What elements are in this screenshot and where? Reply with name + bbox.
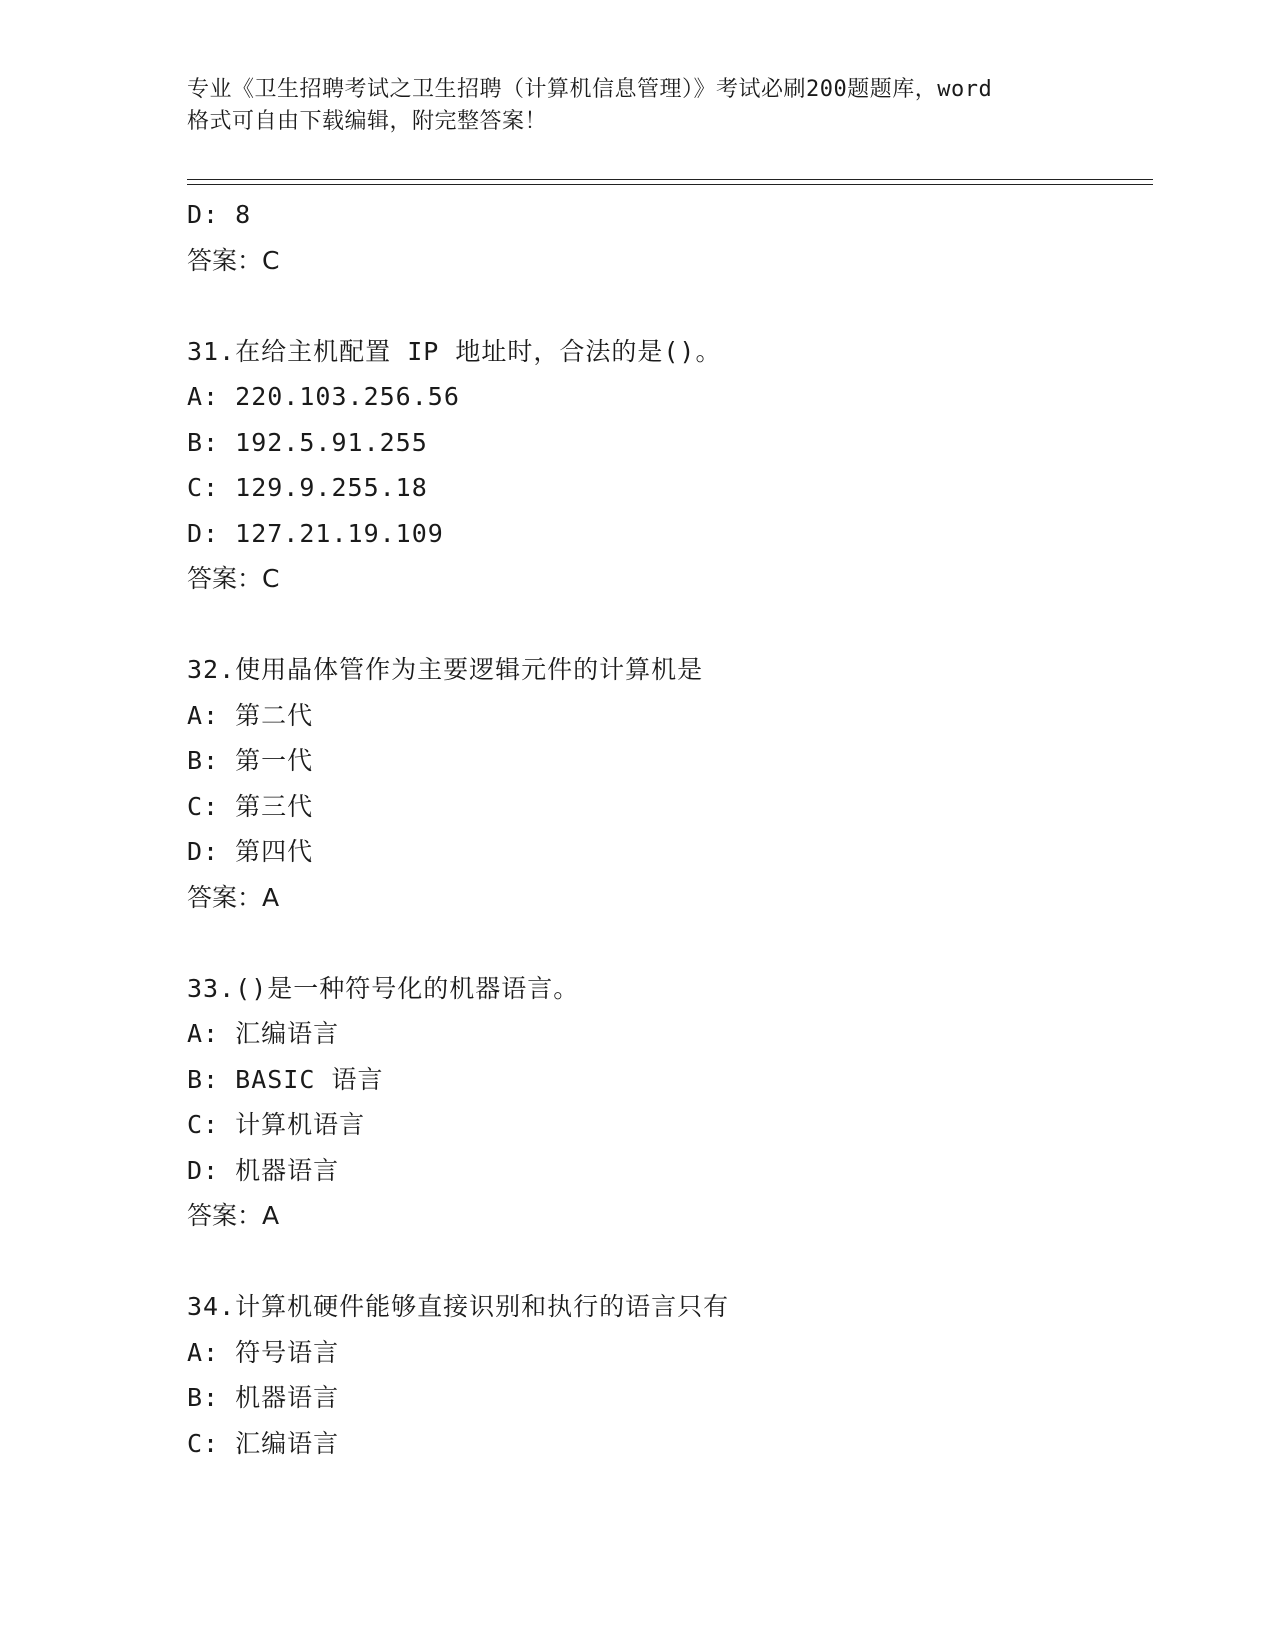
option-a: A: 汇编语言 bbox=[187, 1019, 340, 1048]
answer-label: 答案：A bbox=[187, 1201, 280, 1230]
answer-label: 答案：C bbox=[187, 245, 280, 275]
header-divider-top bbox=[187, 179, 1153, 180]
question-33 bbox=[187, 966, 1153, 1239]
question-stem: 34.计算机硬件能够直接识别和执行的语言只有 bbox=[187, 1292, 730, 1321]
option-c: C: 129.9.255.18 bbox=[187, 473, 428, 502]
option-a: A: 符号语言 bbox=[187, 1337, 340, 1367]
option-d: D: 第四代 bbox=[187, 837, 314, 866]
spacer bbox=[187, 1239, 1153, 1285]
question-34 bbox=[187, 1284, 1153, 1466]
option-d: D: 机器语言 bbox=[187, 1155, 340, 1185]
header-line-2: 格式可自由下载编辑，附完整答案！ bbox=[187, 109, 548, 134]
question-stem: 32.使用晶体管作为主要逻辑元件的计算机是 bbox=[187, 655, 704, 684]
header-line-1: 专业《卫生招聘考试之卫生招聘（计算机信息管理）》考试必刷200题题库，word bbox=[187, 77, 993, 102]
option-a: A: 第二代 bbox=[187, 700, 314, 730]
answer-label: 答案：A bbox=[187, 882, 280, 912]
question-list bbox=[187, 192, 1153, 1466]
option-b: B: 机器语言 bbox=[187, 1383, 340, 1412]
option-b: B: 第一代 bbox=[187, 746, 314, 775]
answer-label: 答案：C bbox=[187, 564, 280, 593]
question-stem: 33.()是一种符号化的机器语言。 bbox=[187, 973, 580, 1003]
spacer bbox=[187, 283, 1153, 329]
question-30-tail bbox=[187, 192, 1153, 283]
option-d: D: 8 bbox=[187, 200, 252, 229]
option-c: C: 汇编语言 bbox=[187, 1428, 340, 1458]
option-d: D: 127.21.19.109 bbox=[187, 518, 444, 548]
option-b: B: 192.5.91.255 bbox=[187, 427, 428, 457]
option-c: C: 第三代 bbox=[187, 791, 314, 821]
question-32 bbox=[187, 647, 1153, 920]
option-a: A: 220.103.256.56 bbox=[187, 382, 460, 411]
document-header bbox=[187, 74, 1087, 138]
question-31 bbox=[187, 329, 1153, 602]
question-stem: 31.在给主机配置 IP 地址时，合法的是()。 bbox=[187, 336, 722, 366]
spacer bbox=[187, 602, 1153, 648]
option-b: B: BASIC 语言 bbox=[187, 1064, 384, 1094]
spacer bbox=[187, 920, 1153, 966]
header-divider-bottom bbox=[187, 184, 1153, 185]
option-c: C: 计算机语言 bbox=[187, 1110, 366, 1139]
